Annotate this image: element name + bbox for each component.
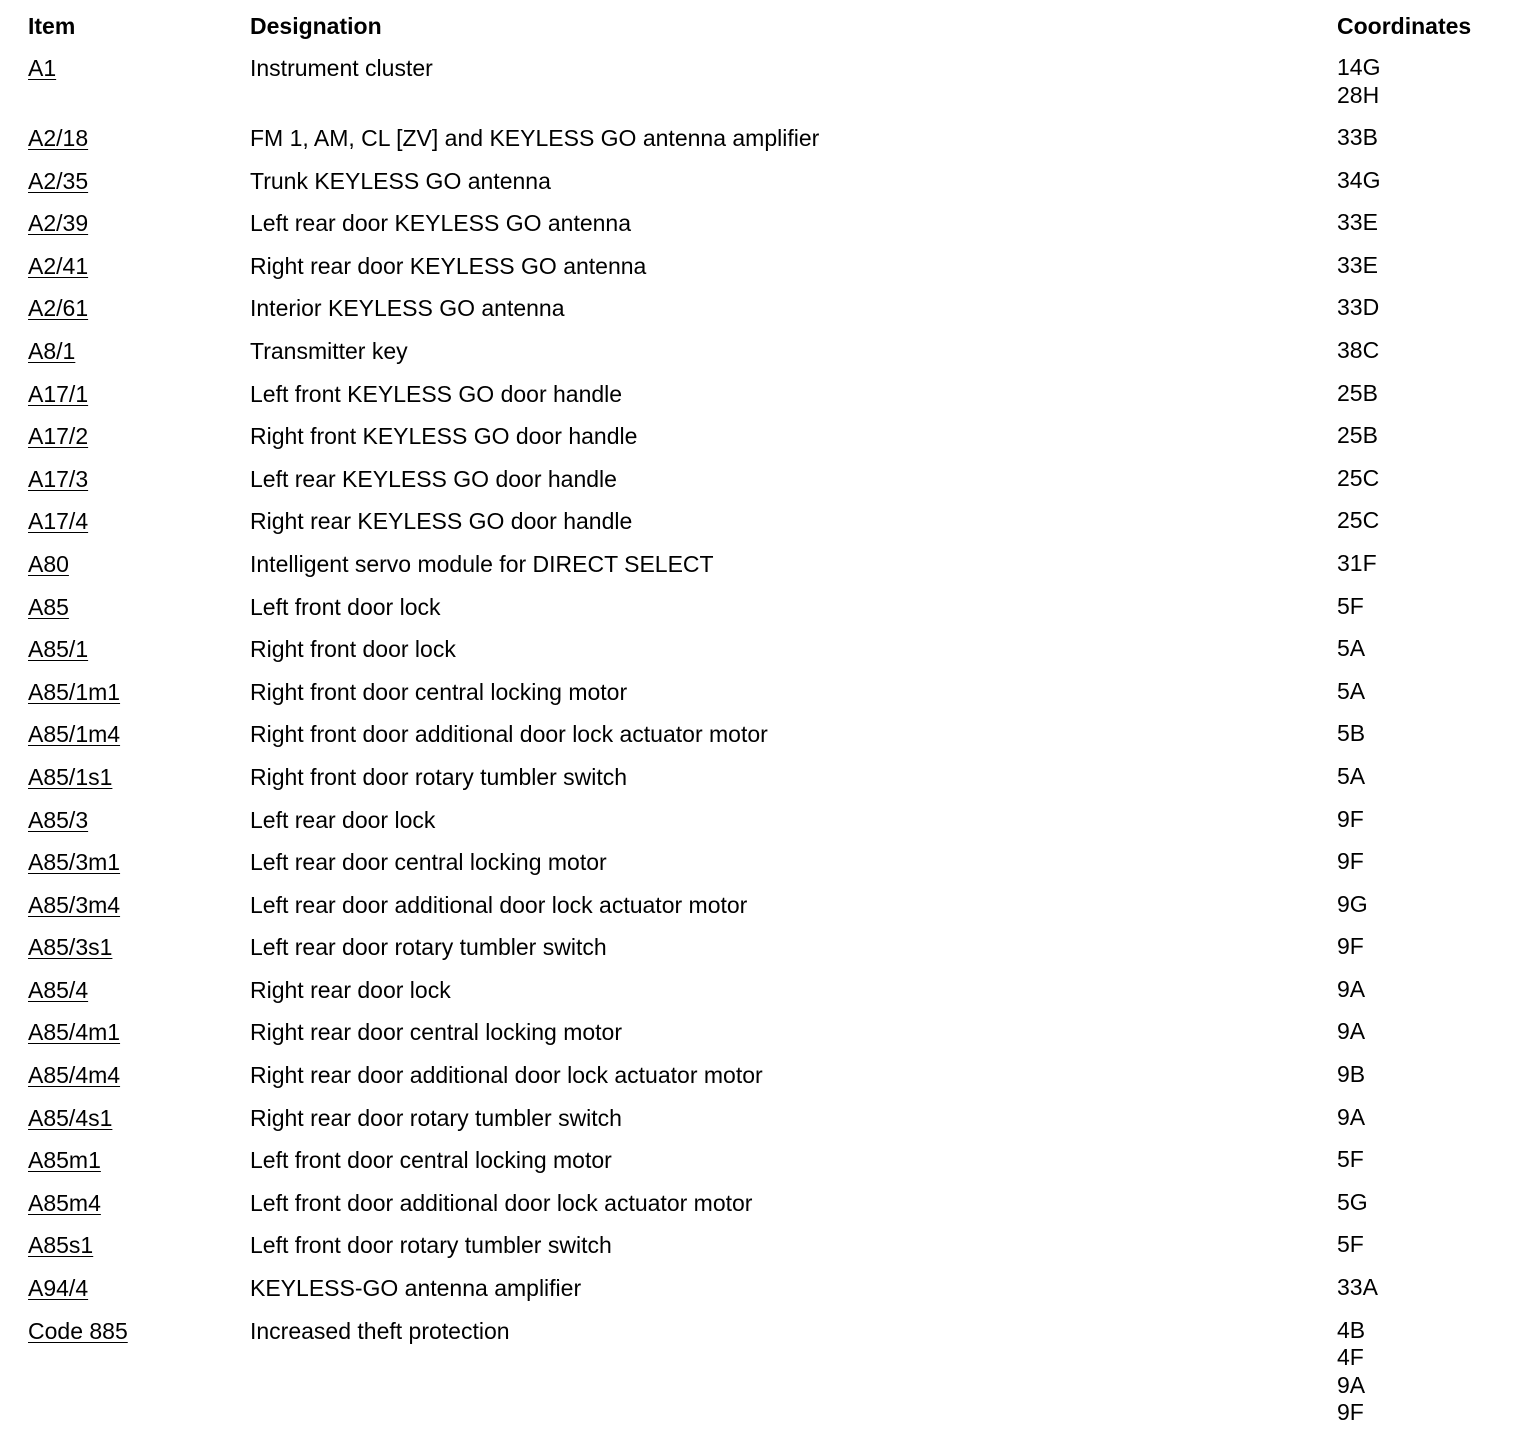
item-cell xyxy=(28,1146,250,1174)
designation-cell: Right front KEYLESS GO door handle xyxy=(250,423,638,450)
table-row xyxy=(28,252,1498,295)
item-cell xyxy=(28,891,250,919)
coordinate-value: 9F xyxy=(1337,805,1364,832)
coordinates-cell xyxy=(1337,422,1378,450)
item-cell xyxy=(28,720,250,748)
table-row xyxy=(28,1274,1498,1317)
coordinate-value: 33D xyxy=(1337,294,1380,321)
item-link[interactable]: A85/4s1 xyxy=(28,1104,113,1131)
item-cell xyxy=(28,465,250,493)
designation-cell: Right rear KEYLESS GO door handle xyxy=(250,508,633,535)
coordinates-cell xyxy=(1337,124,1378,152)
item-link[interactable]: A85/4m1 xyxy=(28,1019,121,1046)
coordinate-value: 9A xyxy=(1337,1371,1366,1398)
item-link[interactable]: A17/3 xyxy=(28,465,89,492)
item-link[interactable]: A85m4 xyxy=(28,1189,101,1216)
designation-cell: Left rear door lock xyxy=(250,806,436,833)
item-cell xyxy=(28,54,250,82)
table-row xyxy=(28,294,1498,337)
coordinates-cell xyxy=(1337,1274,1378,1302)
item-cell xyxy=(28,294,250,322)
item-cell xyxy=(28,593,250,621)
coordinates-cell xyxy=(1337,167,1380,195)
coordinates-cell xyxy=(1337,891,1368,919)
coordinates-cell xyxy=(1337,763,1365,791)
item-cell xyxy=(28,976,250,1004)
designation-cell: Transmitter key xyxy=(250,337,408,364)
item-link[interactable]: A2/18 xyxy=(28,125,89,151)
coordinates-cell xyxy=(1337,1317,1365,1427)
coordinate-value: 25B xyxy=(1337,422,1378,449)
item-link[interactable]: A85/4 xyxy=(28,976,89,1003)
item-link[interactable]: A85/1 xyxy=(28,636,89,663)
table-row xyxy=(28,1104,1498,1147)
table-row xyxy=(28,678,1498,721)
coordinate-value: 9F xyxy=(1337,848,1364,875)
table-row xyxy=(28,933,1498,976)
header-item: Item xyxy=(28,13,76,39)
coordinate-value: 9A xyxy=(1337,975,1366,1002)
coordinate-value: 9A xyxy=(1337,1018,1366,1045)
item-cell xyxy=(28,507,250,535)
coordinates-cell xyxy=(1337,209,1378,237)
item-link[interactable]: A17/4 xyxy=(28,508,89,535)
designation-cell: KEYLESS-GO antenna amplifier xyxy=(250,1275,582,1302)
coordinate-value: 4B xyxy=(1337,1316,1366,1343)
coordinate-value: 9G xyxy=(1337,890,1368,917)
item-link[interactable]: Code 885 xyxy=(28,1317,128,1344)
designation-cell: Left front door lock xyxy=(250,593,441,620)
item-link[interactable]: A2/39 xyxy=(28,210,89,237)
table-row xyxy=(28,1189,1498,1232)
item-cell xyxy=(28,763,250,791)
designation-cell: Intelligent servo module for DIRECT SELECT xyxy=(250,550,714,577)
coordinate-value: 25C xyxy=(1337,507,1380,534)
table-row xyxy=(28,550,1498,593)
table-row xyxy=(28,54,1498,124)
table-row xyxy=(28,976,1498,1019)
coordinate-value: 5F xyxy=(1337,592,1364,619)
coordinate-value: 5A xyxy=(1337,635,1366,662)
coordinate-value: 5F xyxy=(1337,1146,1364,1173)
designation-cell: Right rear door lock xyxy=(250,976,451,1003)
coordinate-value: 5A xyxy=(1337,762,1366,789)
designation-cell: Left rear door central locking motor xyxy=(250,849,607,876)
coordinate-value: 25C xyxy=(1337,464,1380,491)
item-link[interactable]: A85/3s1 xyxy=(28,934,113,961)
coordinate-value: 25B xyxy=(1337,379,1378,406)
item-cell xyxy=(28,848,250,876)
coordinate-value: 14G xyxy=(1337,54,1381,80)
coordinates-cell xyxy=(1337,635,1365,663)
item-link[interactable]: A85/3 xyxy=(28,806,89,833)
coordinates-cell xyxy=(1337,1146,1364,1174)
item-cell xyxy=(28,1061,250,1089)
coordinates-cell xyxy=(1337,678,1365,706)
coordinates-cell xyxy=(1337,465,1379,493)
coordinate-value: 34G xyxy=(1337,166,1381,193)
coordinates-cell xyxy=(1337,1189,1368,1217)
table-row xyxy=(28,593,1498,636)
item-cell xyxy=(28,209,250,237)
item-cell xyxy=(28,252,250,280)
item-link[interactable]: A2/61 xyxy=(28,295,89,322)
designation-cell: Left rear door additional door lock actuator motor xyxy=(250,891,748,918)
table-row xyxy=(28,209,1498,252)
item-cell xyxy=(28,635,250,663)
item-cell xyxy=(28,678,250,706)
coordinates-cell xyxy=(1337,550,1377,578)
coordinates-cell xyxy=(1337,848,1364,876)
table-row xyxy=(28,507,1498,550)
table-row xyxy=(28,720,1498,763)
coordinates-cell xyxy=(1337,337,1379,365)
coordinate-value: 28H xyxy=(1337,81,1380,108)
item-link[interactable]: A17/2 xyxy=(28,423,89,450)
designation-cell: Left front door additional door lock actuator motor xyxy=(250,1189,753,1216)
designation-cell: Right front door central locking motor xyxy=(250,678,628,705)
table-row xyxy=(28,465,1498,508)
designation-cell: Instrument cluster xyxy=(250,55,433,81)
coordinate-value: 4F xyxy=(1337,1344,1364,1371)
designation-cell: Left rear door KEYLESS GO antenna xyxy=(250,210,632,237)
coordinate-value: 33E xyxy=(1337,209,1378,236)
table-row xyxy=(28,422,1498,465)
table-row xyxy=(28,635,1498,678)
coordinates-cell xyxy=(1337,720,1365,748)
item-cell xyxy=(28,1274,250,1302)
designation-cell: Interior KEYLESS GO antenna xyxy=(250,295,565,322)
item-link[interactable]: A85s1 xyxy=(28,1232,94,1259)
table-row xyxy=(28,848,1498,891)
designation-cell: Right front door additional door lock actuator motor xyxy=(250,721,768,748)
item-link[interactable]: A1 xyxy=(28,55,57,81)
header-coordinates: Coordinates xyxy=(1337,13,1472,39)
item-link[interactable]: A8/1 xyxy=(28,337,76,364)
table-row xyxy=(28,124,1498,167)
table-row xyxy=(28,1231,1498,1274)
item-link[interactable]: A85/1s1 xyxy=(28,763,113,790)
item-cell xyxy=(28,1317,250,1345)
header-designation: Designation xyxy=(250,13,382,39)
designation-cell: Left front door rotary tumbler switch xyxy=(250,1232,612,1259)
designation-cell: Increased theft protection xyxy=(250,1317,510,1344)
item-link[interactable]: A85/1m4 xyxy=(28,721,121,748)
table-header xyxy=(28,12,1498,54)
coordinate-value: 9F xyxy=(1337,1399,1364,1426)
coordinates-cell xyxy=(1337,1061,1365,1089)
designation-cell: Right front door lock xyxy=(250,636,456,663)
designation-cell: Right rear door rotary tumbler switch xyxy=(250,1104,622,1131)
coordinate-value: 33B xyxy=(1337,124,1378,150)
item-cell xyxy=(28,933,250,961)
coordinate-value: 9F xyxy=(1337,933,1364,960)
coordinates-cell xyxy=(1337,976,1365,1004)
item-link[interactable]: A2/41 xyxy=(28,252,89,279)
table-row xyxy=(28,806,1498,849)
item-link[interactable]: A85 xyxy=(28,593,69,620)
item-cell xyxy=(28,1231,250,1259)
coordinate-value: 9B xyxy=(1337,1061,1366,1088)
item-cell xyxy=(28,167,250,195)
item-cell xyxy=(28,380,250,408)
component-legend-table xyxy=(28,12,1498,1442)
designation-cell: Left front door central locking motor xyxy=(250,1147,612,1174)
table-row xyxy=(28,167,1498,210)
coordinates-cell xyxy=(1337,1104,1365,1132)
table-row xyxy=(28,1018,1498,1061)
coordinate-value: 5B xyxy=(1337,720,1366,747)
coordinates-cell xyxy=(1337,294,1379,322)
coordinate-value: 5F xyxy=(1337,1231,1364,1258)
table-row xyxy=(28,763,1498,806)
table-body xyxy=(28,54,1498,1442)
item-cell xyxy=(28,1104,250,1132)
item-link[interactable]: A2/35 xyxy=(28,167,89,194)
designation-cell: Right front door rotary tumbler switch xyxy=(250,763,628,790)
table-row xyxy=(28,1317,1498,1442)
coordinates-cell xyxy=(1337,1018,1365,1046)
item-cell xyxy=(28,1018,250,1046)
coordinates-cell xyxy=(1337,54,1380,109)
designation-cell: Left front KEYLESS GO door handle xyxy=(250,380,623,407)
table-row xyxy=(28,1061,1498,1104)
item-cell xyxy=(28,550,250,578)
item-link[interactable]: A17/1 xyxy=(28,380,89,407)
item-link[interactable]: A85/1m1 xyxy=(28,678,121,705)
designation-cell: FM 1, AM, CL [ZV] and KEYLESS GO antenna amplifier xyxy=(250,125,820,151)
item-link[interactable]: A80 xyxy=(28,550,69,577)
item-cell xyxy=(28,422,250,450)
item-link[interactable]: A85m1 xyxy=(28,1147,101,1174)
item-link[interactable]: A85/4m4 xyxy=(28,1062,121,1089)
table-row xyxy=(28,380,1498,423)
coordinates-cell xyxy=(1337,593,1364,621)
coordinate-value: 38C xyxy=(1337,336,1380,363)
item-cell xyxy=(28,806,250,834)
coordinates-cell xyxy=(1337,806,1364,834)
item-link[interactable]: A85/3m4 xyxy=(28,891,121,918)
coordinate-value: 5A xyxy=(1337,677,1366,704)
coordinates-cell xyxy=(1337,252,1378,280)
designation-cell: Right rear door KEYLESS GO antenna xyxy=(250,252,647,279)
table-row xyxy=(28,337,1498,380)
designation-cell: Right rear door additional door lock actuator motor xyxy=(250,1062,763,1089)
item-cell xyxy=(28,1189,250,1217)
designation-cell: Trunk KEYLESS GO antenna xyxy=(250,167,551,194)
coordinates-cell xyxy=(1337,933,1364,961)
designation-cell: Left rear KEYLESS GO door handle xyxy=(250,465,617,492)
designation-cell: Left rear door rotary tumbler switch xyxy=(250,934,607,961)
coordinates-cell xyxy=(1337,507,1379,535)
item-cell xyxy=(28,337,250,365)
coordinate-value: 33E xyxy=(1337,251,1378,278)
designation-cell: Right rear door central locking motor xyxy=(250,1019,622,1046)
coordinate-value: 33A xyxy=(1337,1274,1378,1301)
item-link[interactable]: A94/4 xyxy=(28,1275,89,1302)
coordinates-cell xyxy=(1337,380,1378,408)
item-link[interactable]: A85/3m1 xyxy=(28,849,121,876)
item-cell xyxy=(28,124,250,152)
coordinates-cell xyxy=(1337,1231,1364,1259)
coordinate-value: 31F xyxy=(1337,549,1377,576)
table-row xyxy=(28,891,1498,934)
coordinate-value: 9A xyxy=(1337,1103,1366,1130)
table-row xyxy=(28,1146,1498,1189)
coordinate-value: 5G xyxy=(1337,1188,1368,1215)
